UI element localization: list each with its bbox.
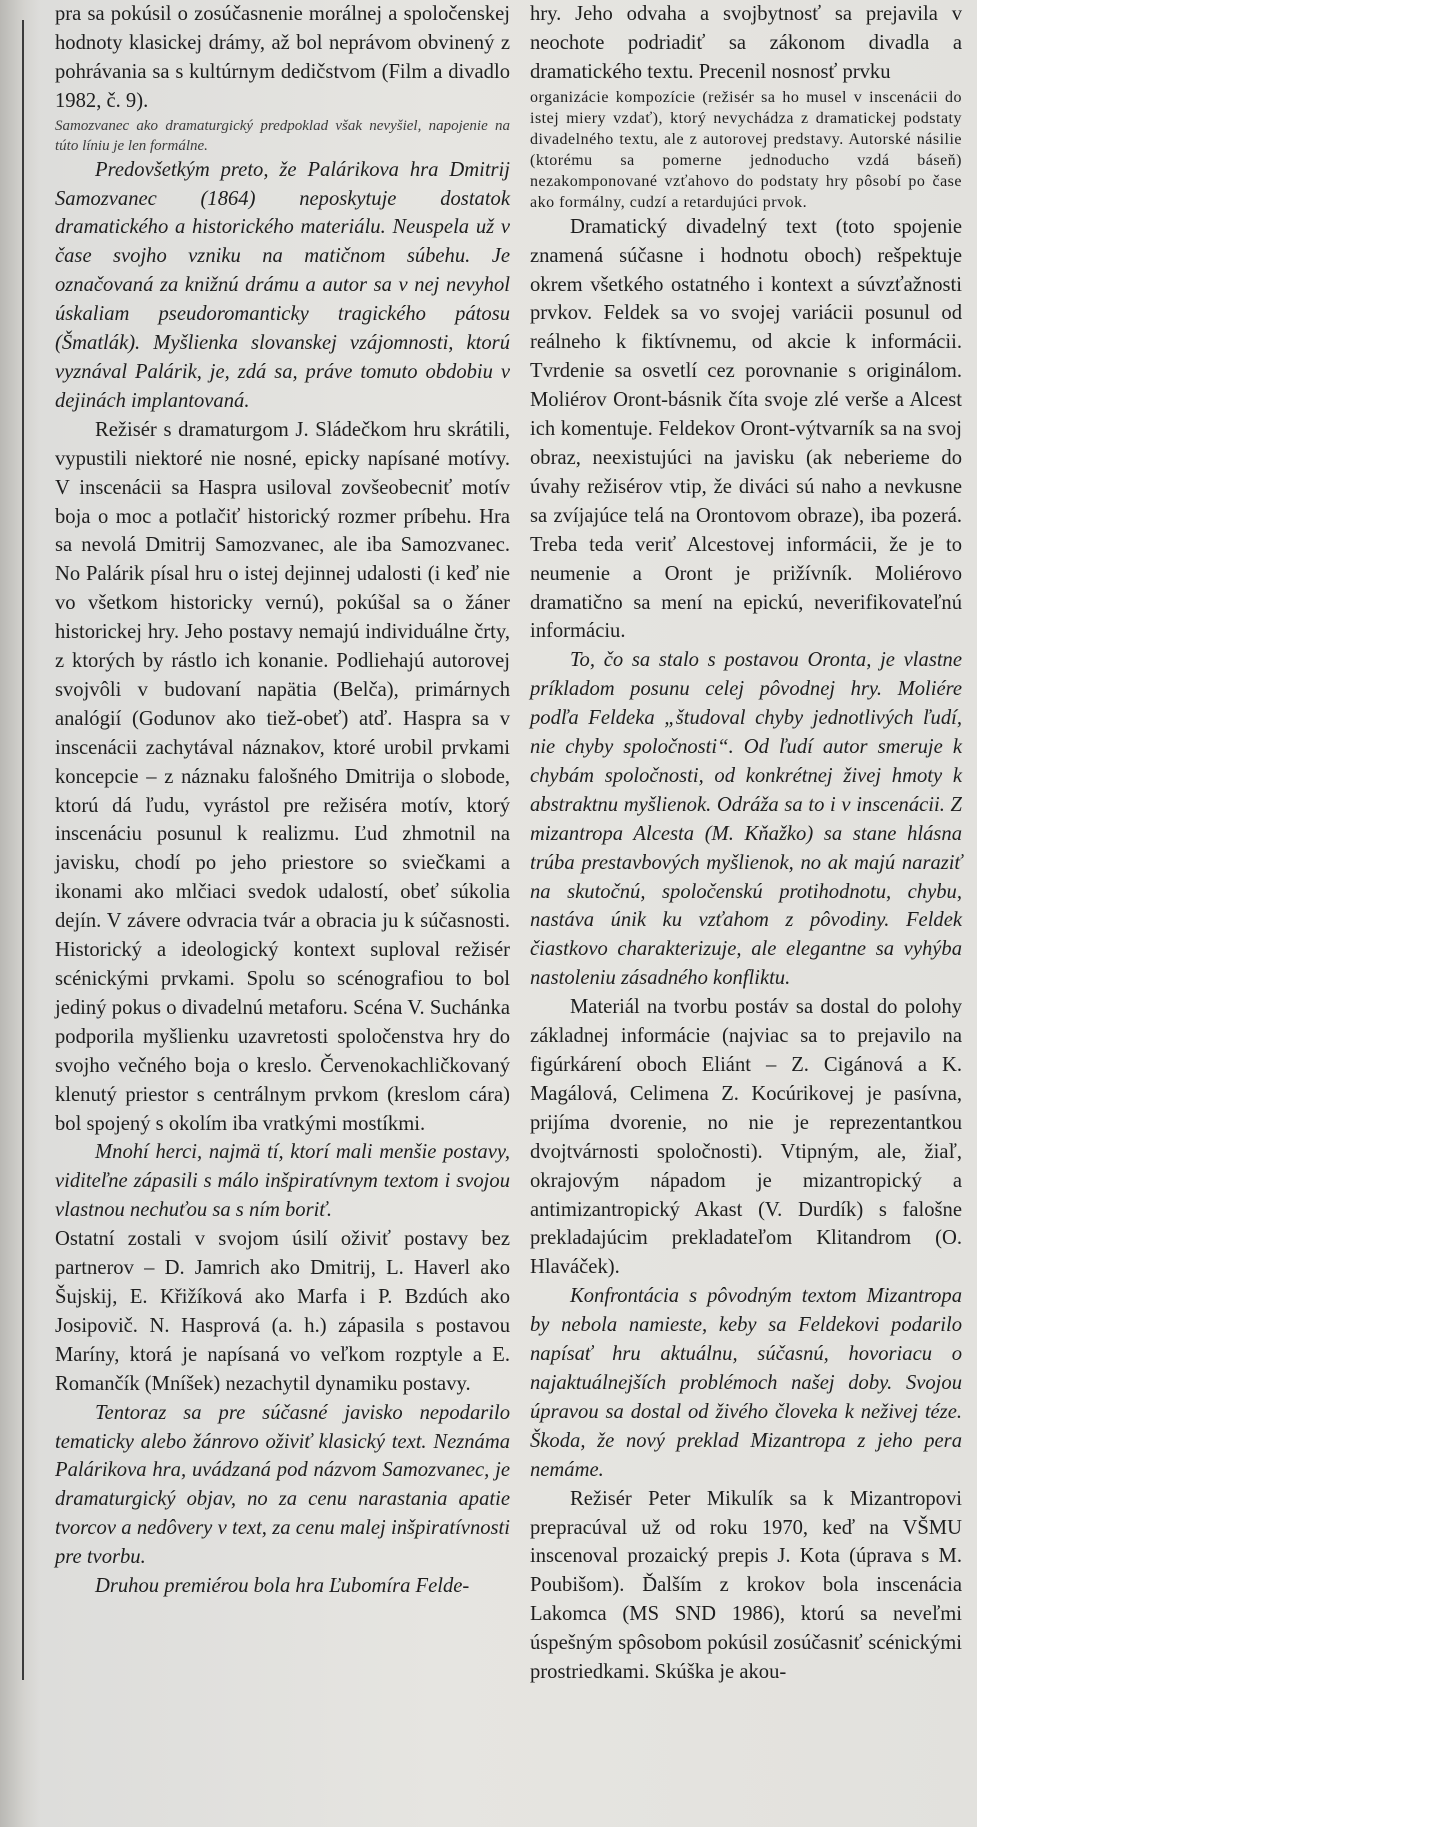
margin-rule — [22, 20, 24, 1680]
paragraph-actors-rest: Ostatní zostali v svojom úsilí oživiť postavy bez partnerov – D. Jamrich ako Dmitrij, L. Haverl ako Šujskij, E. Křižíková ako Marfa i P. Bzdúch ako Josipovič. N. Hasprová (a. h.) zápasila s postavou Maríny, ktorá je napísaná vo veľkom rozptyle a E. Romančík (Mníšek) nezachytil dynamiku postavy. — [55, 1228, 510, 1395]
paragraph-characters: Materiál na tvorbu postáv sa dostal do polohy základnej informácie (najviac sa to prejavilo na figúrkárení oboch Eliánt – Z. Cigánová a K. Magálová, Celimena Z. Kocúrikovej je pasívna, prijíma dvorenie, no nie je reprezentantkou dvojtvárnosti spoločnosti). Vtipným, ale, žiaľ, okrajovým nápadom je mizantropický a antimizantropický Akast (V. Durdík) s falošne prekladajúcim prekladateľom Klitandrom (O. Hlaváček). — [530, 996, 962, 1279]
paragraph-samozvanec-source: Predovšetkým preto, že Palárikova hra Dmitrij Samozvanec (1864) neposkytuje dostatok dramatického a historického materiálu. Neuspela už v čase svojho vzniku na matičnom súbehu. Je označovaná za knižnú drámu a autor sa v nej nevyhol úskaliam pseudoromanticky tragického pátosu (Šmatlák). Myšlienka slovanskej vzájomnosti, ktorú vyznával Palárik, je, zdá sa, práve tomuto obdobiu v dejinách implantovaná. — [55, 158, 510, 412]
paragraph-dramatic-text: Dramatický divadelný text (toto spojenie znamená súčasne i hodnotu oboch) rešpektuje okrem všetkého ostatného i kontext a súvzťažnosti prvkov. Feldek sa vo svojej variácii posunul od reálneho k fiktívnemu, od akcie k informácii. Tvrdenie sa osvetlí cez porovnanie s originálom. Moliérov Oront-básnik číta svoje zlé verše a Alcest ich komentuje. Feldekov Oront-výtvarník sa na svoj obraz, neexistujúci na javisku (ak neberieme do úvahy režisérov vtip, že diváci sú naho a nevkusne sa zvíjajúce telá na Orontovom obraze), iba pozerá. Treba teda veriť Alcestovej informácii, že je to neumenie a Oront je prižívník. Moliérovo dramatično sa mení na epickú, neverifikovateľnú informáciu. — [530, 215, 962, 643]
page-edge-shadow — [0, 0, 40, 1827]
paragraph-feldek-courage: hry. Jeho odvaha a svojbytnosť sa prejavila v neochote podriadiť sa zákonom divadla a dramatického textu. Precenil nosnosť prvku — [530, 3, 962, 83]
paragraph-oront: To, čo sa stalo s postavou Oronta, je vlastne príkladom posunu celej pôvodnej hry. Moliére podľa Feldeka „študoval chyby jednotlivých ľudí, nie chyby spoločnosti“. Od ľudí autor smeruje k chybám spoločnosti, od konkrétnej živej hmoty k abstraktnu myšlienok. Odráža sa to i v inscenácii. Z mizantropa Alcesta (M. Kňažko) sa stane hlásna trúba prestavbových myšlienok, no ak majú naraziť na skutočnú, spoločenskú protihodnotu, chybu, nastáva únik ku vzťahom z pôvodiny. Feldek čiastkovo charakterizuje, ale elegantne sa vyhýba nastoleniu zásadného konfliktu. — [530, 649, 962, 990]
paragraph-summary: Tentoraz sa pre súčasné javisko nepodarilo tematicky alebo žánrovo oživiť klasický text. Neznáma Palárikova hra, uvádzaná pod názvom Samozvanec, je dramaturgický objav, no za cenu narastania apatie tvorcov a nedôvery v text, za cenu malej inšpiratívnosti pre tvorbu. — [55, 1401, 510, 1569]
paragraph-composition: organizácie kompozície (režisér sa ho musel v inscenácii do istej miery vzdať), ktorý nevychádza z dramatickej podstaty divadelného textu, ale z autorovej predstavy. Autorské násilie (ktorému sa pomerne jednoducho vzdá báseň) nezakomponované vzťahovo do podstaty hry pôsobí po čase ako formálny, cudzí a retardujúci prvok. — [530, 88, 962, 211]
paragraph-confrontation: Konfrontácia s pôvodným textom Mizantropa by nebola namieste, keby sa Feldekovi podarilo napísať hru aktuálnu, súčasnú, hovoriacu o najaktuálnejších problémoch našej doby. Svojou úpravou sa dostal od živého človeka k neživej téze. Škoda, že nový preklad Mizantropa z jeho pera nemáme. — [530, 1285, 962, 1481]
paragraph-continuation: pra sa pokúsil o zosúčasnenie morálnej a spoločenskej hodnoty klasickej drámy, až bol neprávom obvinený z pohrávania sa s kultúrnym dedičstvom (Film a divadlo 1982, č. 9). — [55, 3, 510, 112]
paragraph-second-premiere: Druhou premiérou bola hra Ľubomíra Felde- — [95, 1575, 470, 1598]
paragraph-director-dramaturg: Režisér s dramaturgom J. Sládečkom hru skrátili, vypustili niektoré nie nosné, epicky napísané motívy. V inscenácii sa Haspra usiloval zovšeobecniť motív boja o moc a potlačiť historický rozmer príbehu. Hra sa nevolá Dmitrij Samozvanec, ale iba Samozvanec. No Palárik písal hru o istej dejinnej udalosti (i keď nie vo všetkom historicky vernú), pokúšal sa o žáner historickej hry. Jeho postavy nemajú individuálne črty, z ktorých by rástlo ich konanie. Podliehajú autorovej svojvôli v budovaní napätia (Belča), primárnych analógií (Godunov ako tiež-obeť) atď. Haspra sa v inscenácii zachytával náznakov, ktoré urobil prvkami koncepcie – z náznaku falošného Dmitrija o slobode, ktorú dá ľudu, vyrástol pre režiséra motív, ktorý inscenáciu posunul k realizmu. Ľud zhmotnil na javisku, chodí po jeho priestore so sviečkami a ikonami ako mlčiaci svedok udalostí, obeť súkolia dejín. V závere odvracia tvár a obracia ju k súčasnosti. Historický a ideologický kontext suploval režisér scénickými prvkami. Spolu so scénografiou to bol jediný pokus o divadelnú metaforu. Scéna V. Suchánka podporila myšlienku uzavretosti spoločenstva hry do svojho večného boja o kreslo. Červenokachličkovaný klenutý priestor s centrálnym prvkom (kreslom cára) bol spojený s okolím iba vratkými mostíkmi. — [55, 418, 510, 1135]
paragraph-actors-lead: Mnohí herci, najmä tí, ktorí mali menšie postavy, viditeľne zápasili s málo inšpiratívnym textom i svojou vlastnou nechuťou sa s ním boriť. — [55, 1141, 510, 1222]
paragraph-note: Samozvanec ako dramaturgický predpoklad však nevyšiel, napojenie na túto líniu je len formálne. — [55, 117, 510, 154]
right-column — [530, 0, 962, 1687]
left-column — [55, 0, 510, 1601]
paragraph-mikulik: Režisér Peter Mikulík sa k Mizantropovi prepracúval už od roku 1970, keď na VŠMU inscenoval prozaický prepis J. Kota (úprava s M. Poubišom). Ďalším z krokov bola inscenácia Lakomca (MS SND 1986), ktorú sa neveľmi úspešným spôsobom pokúsil zosúčasniť scénickými prostriedkami. Skúška je akou- — [530, 1487, 962, 1684]
